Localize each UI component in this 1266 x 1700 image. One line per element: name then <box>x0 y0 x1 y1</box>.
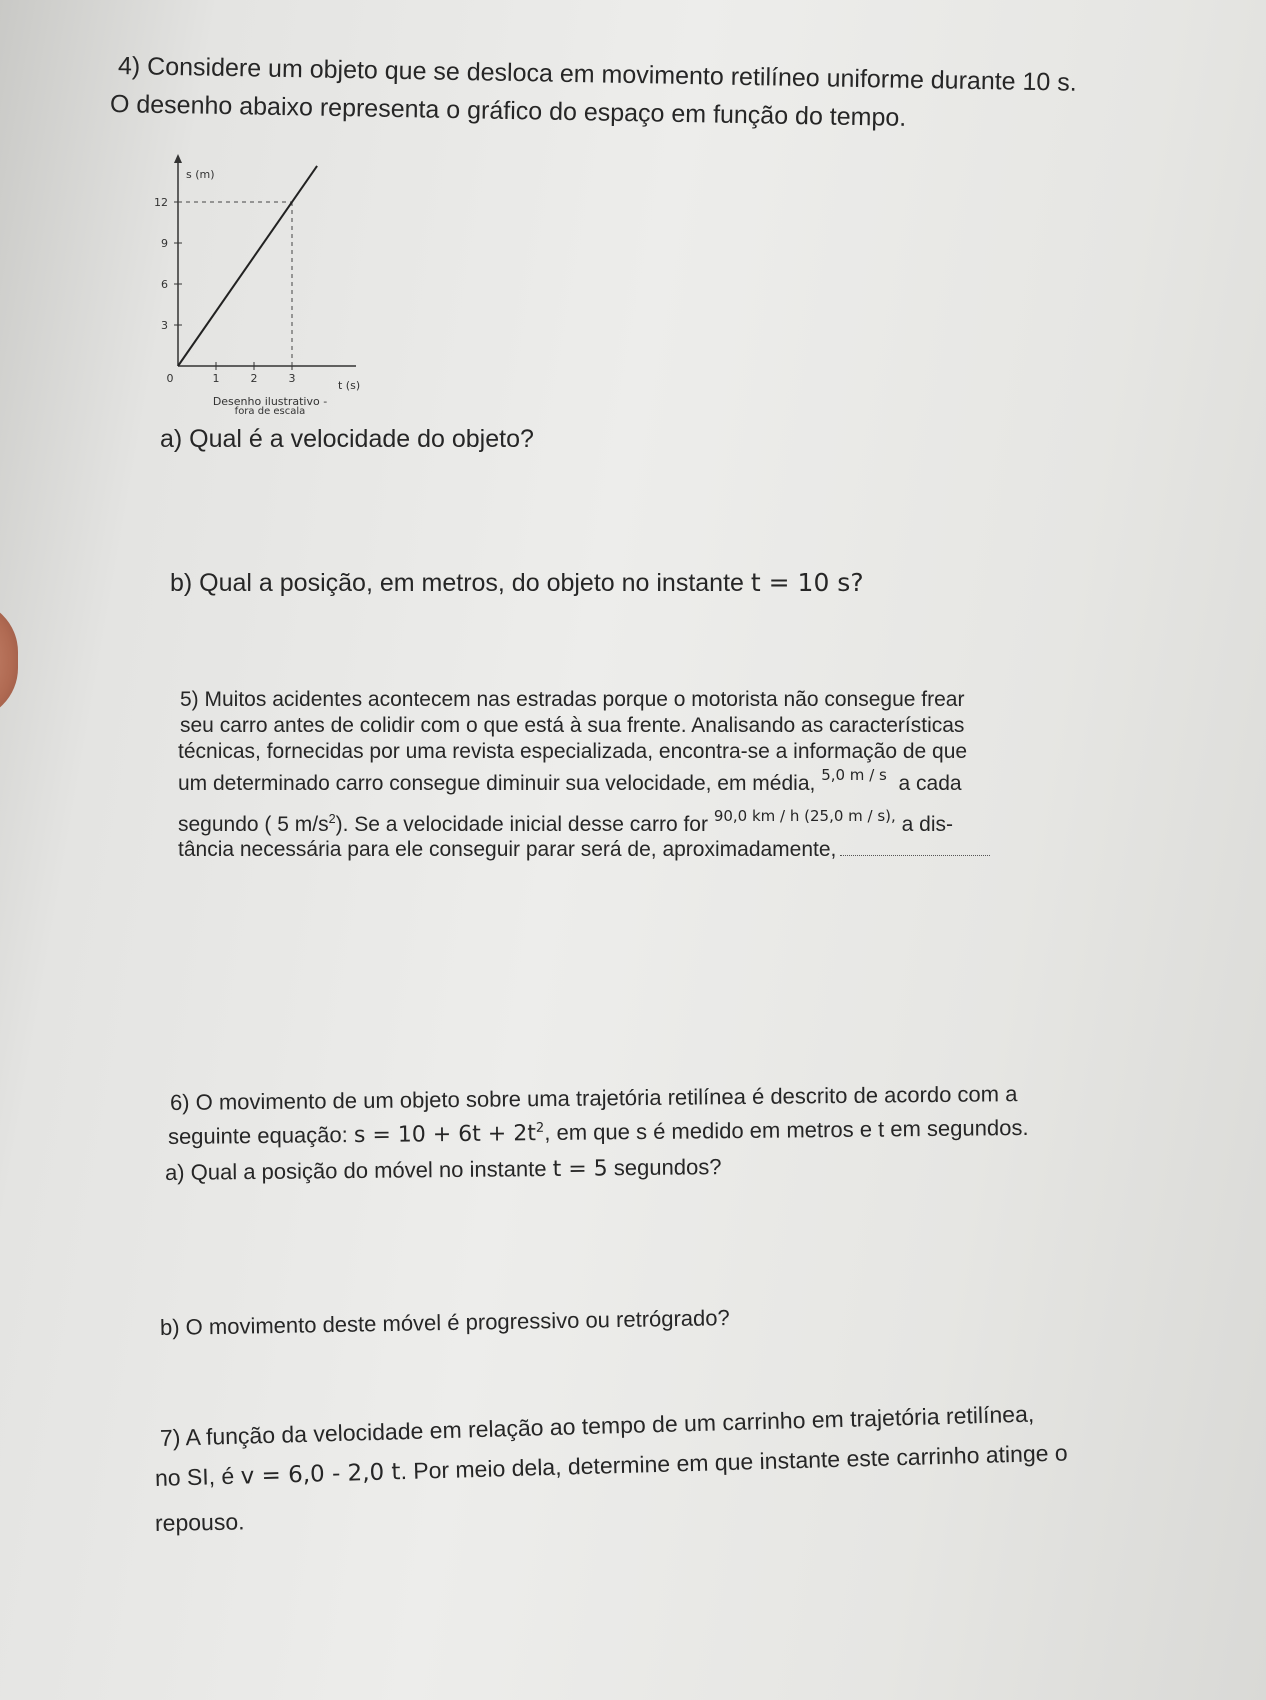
q6-part-a: a) Qual a posição do móvel no instante t = 5 segundos? <box>164 1154 722 1185</box>
q5-line3: técnicas, fornecidas por uma revista especializada, encontra-se a informação de que <box>178 740 968 763</box>
x-tick-label: 3 <box>288 372 296 385</box>
q7-line2: no SI, é v = 6,0 - 2,0 t. Por meio dela, determine em que instante este carrinho atinge o <box>154 1439 1068 1491</box>
q5-line4: um determinado carro consegue diminuir sua velocidade, em média, $^{5,0 m / s}$ a cada <box>178 766 962 795</box>
q5-line2: seu carro antes de colidir com o que está à sua frente. Analisando as características <box>180 714 965 737</box>
q6-line2: seguinte equação: $s = 10 + 6t + 2t^2$, em que s é medido em metros e t em segundos. <box>167 1114 1029 1149</box>
finger-shadow <box>0 600 18 720</box>
q5-line5: segundo ( 5 $m/s^2$). Se a velocidade inicial desse carro for $^{90,0 km / h (25,0 m / s),}$ a dis- <box>178 807 954 836</box>
q7-line3: repouso. <box>154 1508 245 1536</box>
q4-part-a: a) Qual é a velocidade do objeto? <box>160 425 534 453</box>
q4-statement-line1: 4) Considere um objeto que se desloca em movimento retilíneo uniforme durante 10 s. <box>117 52 1077 97</box>
x-tick-label: 0 <box>166 372 174 385</box>
q7-line1: 7) A função da velocidade em relação ao tempo de um carrinho em trajetória retilínea, <box>159 1400 1035 1451</box>
answer-blank <box>840 855 990 856</box>
q5-line6: tância necessária para ele conseguir parar será de, aproximadamente, <box>178 838 990 862</box>
graph-note-line1: Desenho ilustrativo - <box>212 395 328 408</box>
graph-note-line2: fora de escala <box>234 406 306 415</box>
x-axis-label: t (s) <box>338 379 361 392</box>
y-tick-label: 12 <box>154 196 168 209</box>
x-tick-label: 1 <box>212 372 220 385</box>
y-axis-label: s (m) <box>186 168 215 181</box>
q6-line1: 6) O movimento de um objeto sobre uma trajetória retilínea é descrito de acordo com a <box>169 1081 1018 1115</box>
y-tick-label: 3 <box>161 319 168 332</box>
x-tick-label: 2 <box>250 372 258 385</box>
y-tick-label: 9 <box>161 237 168 250</box>
q5-line1: 5) Muitos acidentes acontecem nas estradas porque o motorista não consegue frear <box>180 688 965 711</box>
series-line <box>178 166 317 366</box>
q6-part-b: b) O movimento deste móvel é progressivo ou retrógrado? <box>159 1305 730 1340</box>
position-time-graph <box>120 150 420 415</box>
q4-statement-line2: O desenho abaixo representa o gráfico do espaço em função do tempo. <box>109 90 907 132</box>
y-tick-label: 6 <box>161 278 168 291</box>
graph-ticks <box>154 196 296 385</box>
q4-part-b: b) Qual a posição, em metros, do objeto no instante t = 10 s? <box>170 568 864 597</box>
